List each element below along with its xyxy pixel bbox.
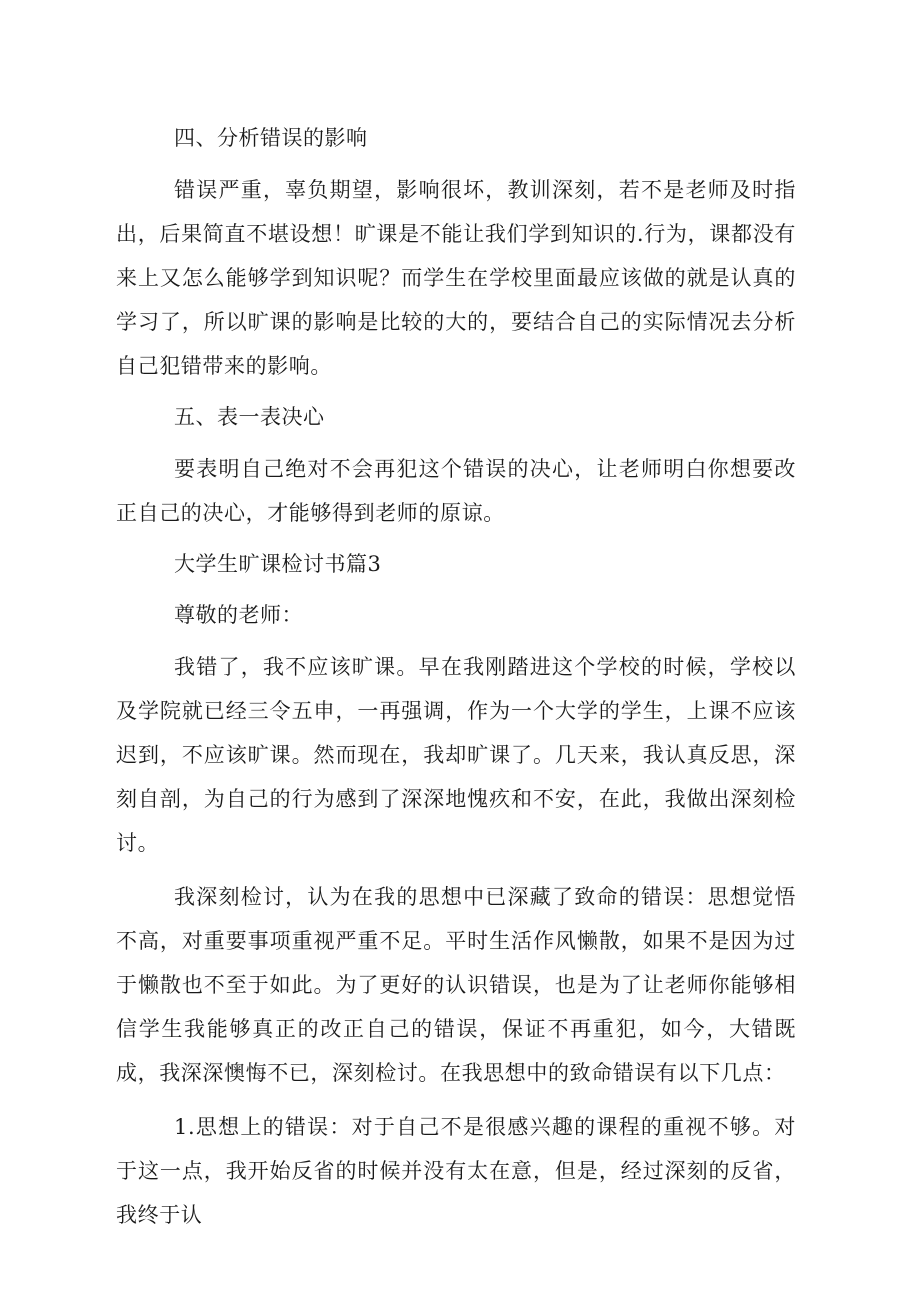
section5-body: 要表明自己绝对不会再犯这个错误的决心，让老师明白你想要改正自己的决心，才能够得到老师的原谅。 <box>116 457 796 525</box>
paragraph-2: 我深刻检讨，认为在我的思想中已深藏了致命的错误：思想觉悟不高，对重要事项重视严重不足。平时生活作风懒散，如果不是因为过于懒散也不至于如此。为了更好的认识错误，也是为了让老师你能够相信学生我能够真正的改正自己的错误，保证不再重犯，如今，大错既成，我深深懊悔不已，深刻检讨。在我思想中的致命错误有以下几点： <box>116 885 796 1085</box>
section5-heading: 五、表一表决心 <box>174 405 325 429</box>
paragraph-1: 我错了，我不应该旷课。早在我刚踏进这个学校的时候，学校以及学院就已经三令五申，一再强调，作为一个大学的学生，上课不应该迟到，不应该旷课。然而现在，我却旷课了。几天来，我认真反思，深刻自剖，为自己的行为感到了深深地愧疚和不安，在此，我做出深刻检讨。 <box>116 655 796 855</box>
section4-body: 错误严重，辜负期望，影响很坏，教训深刻，若不是老师及时指出，后果简直不堪设想！旷课是不能让我们学到知识的.行为，课都没有来上又怎么能够学到知识呢？而学生在学校里面最应该做的就是认真的学习了，所以旷课的影响是比较的大的，要结合自己的实际情况去分析自己犯错带来的影响。 <box>116 178 796 378</box>
salutation: 尊敬的老师： <box>174 603 303 627</box>
article3-title: 大学生旷课检讨书篇3 <box>174 552 382 576</box>
section4-heading: 四、分析错误的影响 <box>174 126 368 150</box>
point-1: 1.思想上的错误：对于自己不是很感兴趣的课程的重视不够。对于这一点，我开始反省的时候并没有太在意，但是，经过深刻的反省，我终于认 <box>116 1115 796 1227</box>
document-content <box>116 117 796 1237</box>
